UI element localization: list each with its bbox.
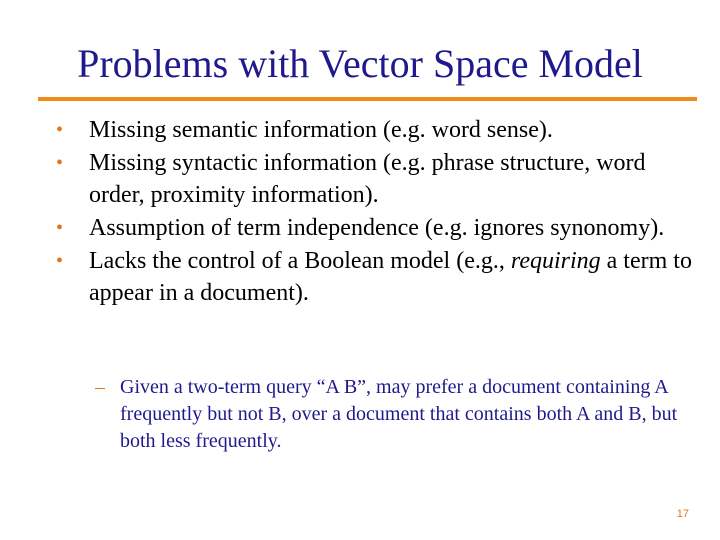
sub-bullet-list [95, 374, 695, 455]
bullet-marker-icon: • [56, 119, 64, 141]
bullet-item [56, 147, 706, 211]
bullet-marker-icon: • [56, 152, 64, 174]
bullet-text-part: Lacks the control of a Boolean model (e.g., [89, 248, 511, 274]
title-underline [38, 97, 697, 101]
bullet-text: Assumption of term independence (e.g. ignores synonomy). [89, 215, 665, 241]
page-number: 17 [676, 508, 689, 520]
slide-title: Problems with Vector Space Model [77, 41, 643, 86]
bullet-marker-icon: • [56, 217, 64, 239]
sub-bullet-text: Given a two-term query “A B”, may prefer a document containing A frequently but not B, over a document that contains both A and B, but both less frequently. [120, 376, 678, 452]
bullet-text-part: a term to appear in a document). [89, 248, 692, 306]
bullet-item [56, 114, 706, 146]
bullet-text [89, 248, 692, 306]
bullet-item [56, 245, 706, 309]
bullet-text: Missing syntactic information (e.g. phrase structure, word order, proximity information). [89, 150, 646, 208]
dash-marker-icon: – [95, 376, 105, 398]
bullet-list [56, 114, 706, 310]
sub-bullet-item [95, 374, 695, 455]
bullet-item [56, 212, 706, 244]
bullet-text: Missing semantic information (e.g. word sense). [89, 117, 553, 143]
emphasized-word: requiring [510, 248, 601, 274]
bullet-marker-icon: • [56, 250, 64, 272]
